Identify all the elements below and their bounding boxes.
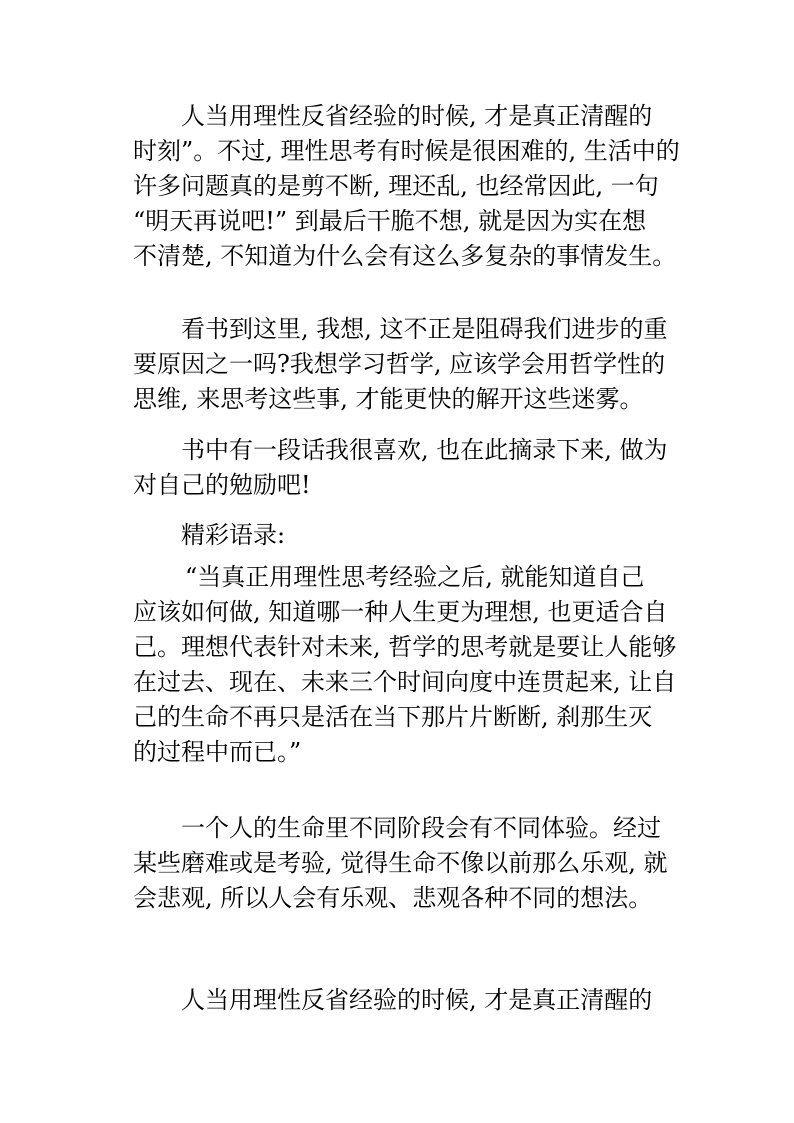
text-line: 许多问题真的是剪不断, 理还乱, 也经常因此, 一句 [133, 172, 659, 200]
body-text [133, 312, 678, 417]
body-text [133, 811, 678, 916]
text-line: 书中有一段话我很喜欢, 也在此摘录下来, 做为 [181, 436, 668, 464]
quotation [133, 560, 678, 770]
text-line: 人当用理性反省经验的时候, 才是真正清醒的 [181, 102, 653, 130]
text-line: 看书到这里, 我想, 这不正是阻碍我们进步的重 [181, 315, 668, 343]
text-line: 一个人的生命里不同阶段会有不同体验。经过 [181, 814, 661, 842]
text-line: 会悲观, 所以人会有乐观、悲观各种不同的想法。 [133, 884, 653, 912]
body-text [133, 99, 678, 274]
text-line: 己的生命不再只是活在当下那片片断断, 刹那生灭 [133, 703, 653, 731]
body-text [133, 983, 678, 1018]
section-label: 精彩语录: [181, 521, 286, 549]
text-line: 要原因之一吗?我想学习哲学, 应该学会用哲学性的 [133, 350, 666, 378]
text-line: 应该如何做, 知道哪一种人生更为理想, 也更适合自 [133, 598, 668, 626]
text-line: 对自己的勉励吧! [133, 471, 311, 499]
text-line: 思维, 来思考这些事, 才能更快的解开这些迷雾。 [133, 385, 644, 413]
body-text [133, 433, 678, 503]
text-line: “当真正用理性思考经验之后, 就能知道自己 [185, 563, 645, 591]
text-line: 某些磨难或是考验, 觉得生命不像以前那么乐观, 就 [133, 849, 668, 877]
text-line: “明天再说吧!” 到最后干脆不想, 就是因为实在想 [133, 207, 647, 235]
text-line: 的过程中而已。” [133, 738, 302, 766]
text-line: 己。理想代表针对未来, 哲学的思考就是要让人能够 [133, 633, 677, 661]
text-line: 人当用理性反省经验的时候, 才是真正清醒的 [181, 986, 653, 1014]
text-line: 不清楚, 不知道为什么会有这么多复杂的事情发生。 [133, 242, 677, 270]
text-line: 在过去、现在、未来三个时间向度中连贯起来, 让自 [133, 668, 677, 696]
body-text [133, 518, 678, 553]
text-line: 时刻”。不过, 理性思考有时候是很困难的, 生活中的 [133, 137, 680, 165]
